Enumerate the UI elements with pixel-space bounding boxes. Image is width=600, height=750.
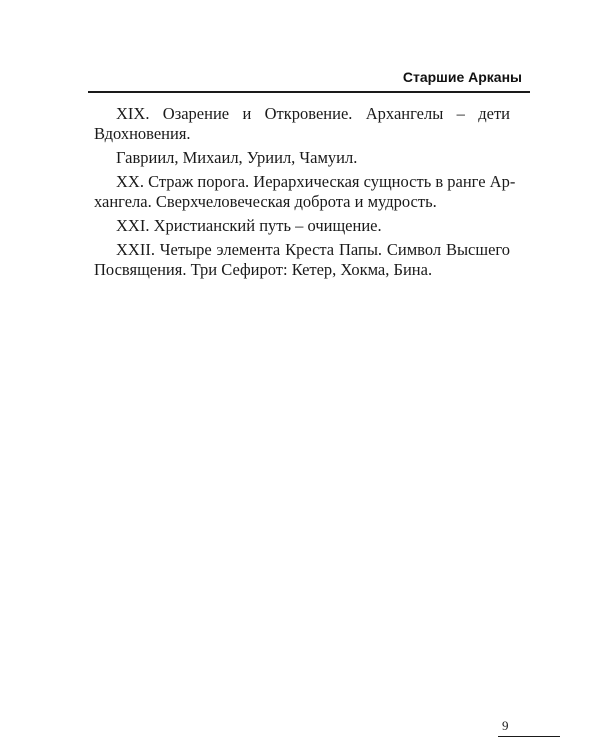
text-line: XXI. Христианский путь – очищение. [116,216,382,235]
text-line: XXII. Четыре элемента Креста Папы. Символ Высшего [116,240,510,259]
text-line: хангела. Сверхчеловеческая доброта и мудрость. [94,192,437,211]
text-line: Посвящения. Три Сефирот: Кетер, Хокма, Бина. [94,260,433,279]
paragraph-xxii [94,240,510,280]
footer-rule [498,736,560,737]
header-rule [88,91,530,93]
text-line: Гавриил, Михаил, Уриил, Чамуил. [116,148,358,167]
paragraph-archangels [94,148,510,168]
page-number: 9 [502,718,509,733]
running-head-title: Старшие Арканы [402,69,522,85]
text-line: XX. Страж порога. Иерархическая сущность в ранге Ар- [116,172,516,191]
paragraph-xx [94,172,516,212]
paragraph-xix [94,104,510,144]
text-line: XIX. Озарение и Откровение. Архангелы – дети [116,104,510,123]
page-body [94,104,516,284]
paragraph-xxi [94,216,510,236]
text-line: Вдохновения. [94,124,191,143]
